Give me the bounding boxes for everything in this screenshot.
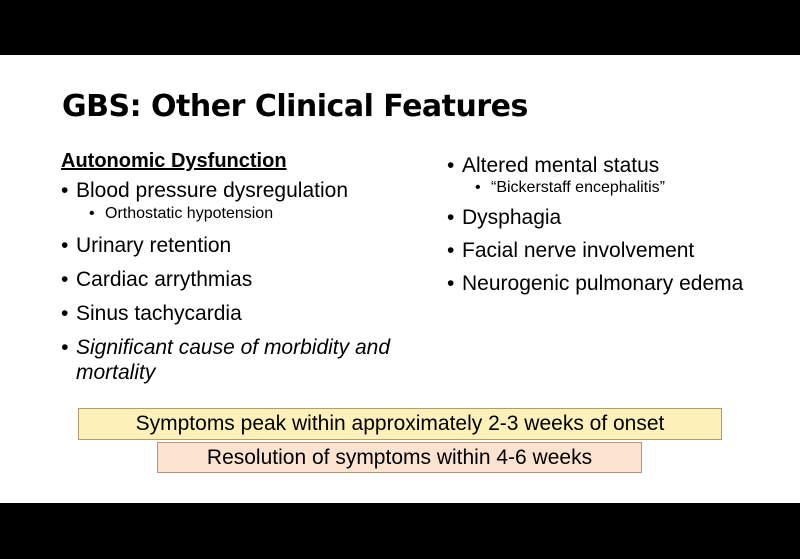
- section-heading: Autonomic Dysfunction: [61, 150, 287, 172]
- bullet-icon: •: [61, 268, 69, 291]
- bullet-icon: •: [447, 239, 455, 262]
- bullet-icon: •: [447, 272, 455, 295]
- sub-bullet-item: [61, 204, 421, 224]
- sub-bullet-item: [447, 178, 792, 198]
- bullet-text: Blood pressure dysregulation: [76, 179, 348, 202]
- bullet-icon: •: [61, 336, 69, 359]
- bullet-item: [61, 301, 421, 326]
- bullet-text: Urinary retention: [76, 234, 232, 257]
- symptoms-resolution-callout: Resolution of symptoms within 4-6 weeks: [157, 442, 642, 473]
- bullet-item: [447, 271, 792, 296]
- slide-title: GBS: Other Clinical Features: [62, 89, 528, 124]
- bullet-icon: •: [61, 234, 69, 257]
- bullet-text: Sinus tachycardia: [76, 302, 242, 325]
- slide: [0, 55, 800, 503]
- letterbox-top: [0, 0, 800, 55]
- bullet-item: [61, 267, 421, 292]
- bullet-item: [61, 178, 421, 203]
- right-column: [447, 153, 792, 304]
- bullet-icon: •: [61, 302, 69, 325]
- bullet-item: [447, 205, 792, 230]
- sub-bullet-text: “Bickerstaff encephalitis”: [491, 179, 665, 196]
- bullet-icon: •: [447, 154, 455, 177]
- bullet-text: Altered mental status: [462, 154, 660, 177]
- bullet-item: [447, 153, 792, 178]
- bullet-text: Dysphagia: [462, 206, 562, 229]
- bullet-text: Facial nerve involvement: [462, 239, 695, 262]
- sub-bullet-icon: •: [475, 179, 481, 196]
- bullet-item: [61, 233, 421, 258]
- bullet-text: Neurogenic pulmonary edema: [462, 272, 744, 295]
- bullet-icon: •: [447, 206, 455, 229]
- left-column: [61, 149, 421, 394]
- bullet-item: [61, 335, 421, 385]
- sub-bullet-text: Orthostatic hypotension: [105, 205, 274, 222]
- bullet-text: Significant cause of morbidity and mortality: [76, 336, 391, 384]
- sub-bullet-icon: •: [89, 205, 95, 222]
- bullet-text: Cardiac arrythmias: [76, 268, 253, 291]
- bullet-icon: •: [61, 179, 69, 202]
- symptoms-peak-callout: Symptoms peak within approximately 2-3 weeks of onset: [78, 408, 722, 440]
- letterbox-bottom: [0, 503, 800, 559]
- bullet-item: [447, 238, 792, 263]
